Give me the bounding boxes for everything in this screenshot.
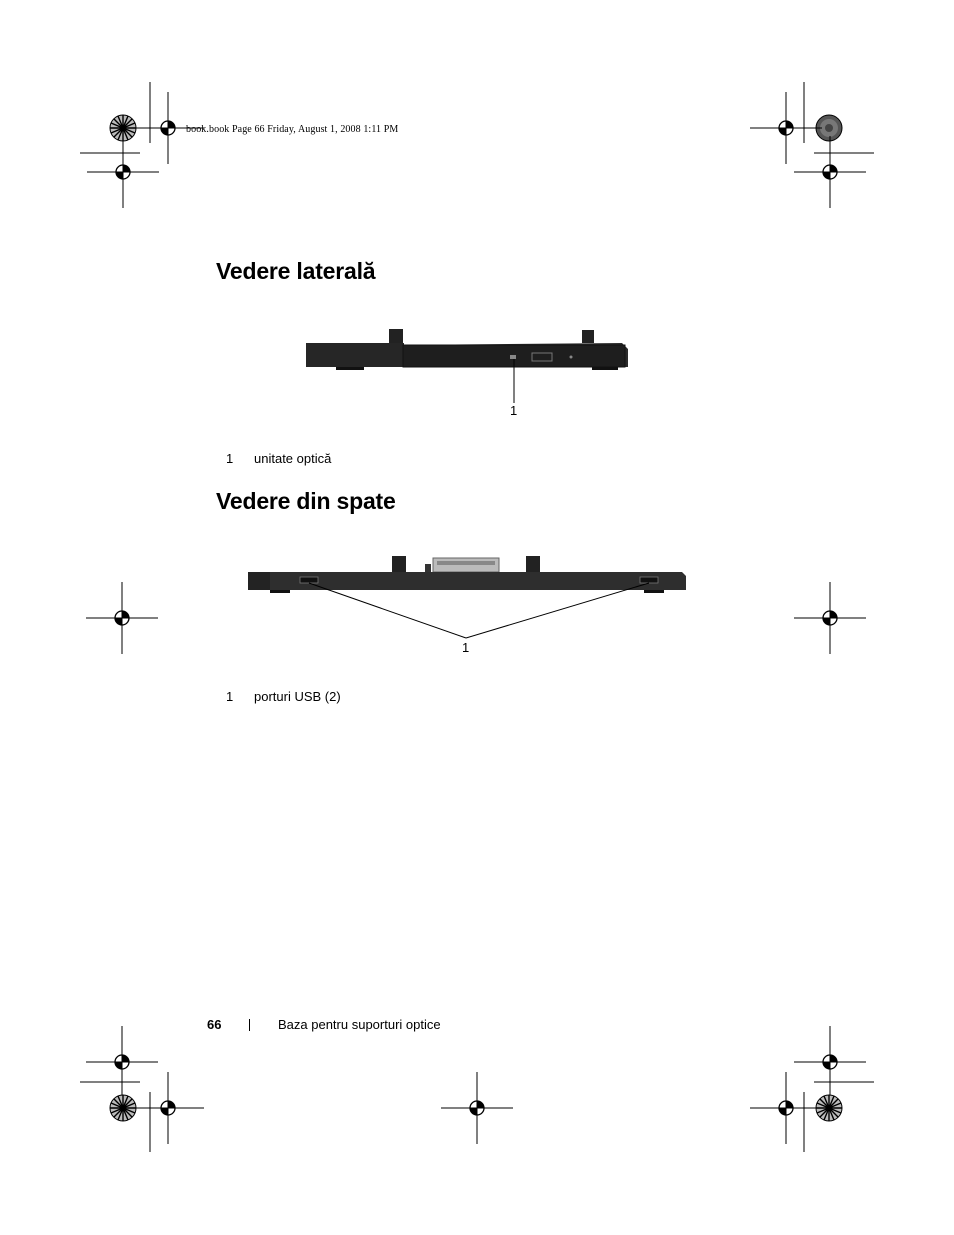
callout-line xyxy=(309,583,466,638)
section-title-side-view: Vedere laterală xyxy=(216,258,376,284)
latch-tab xyxy=(582,330,594,343)
legend-row xyxy=(226,451,526,467)
callout-number: 1 xyxy=(510,403,518,418)
drive-led xyxy=(510,355,516,359)
latch-tab xyxy=(392,556,406,572)
side-view-illustration xyxy=(300,325,640,420)
legend-number: 1 xyxy=(226,689,234,704)
callout-line xyxy=(466,583,649,638)
legend-text: porturi USB (2) xyxy=(254,689,341,704)
footer-separator xyxy=(249,1019,250,1031)
page-number: 66 xyxy=(207,1017,222,1032)
latch-tab xyxy=(389,329,403,343)
legend-number: 1 xyxy=(226,451,234,466)
usb-port xyxy=(640,577,658,583)
legend-row xyxy=(226,689,526,705)
usb-port xyxy=(300,577,318,583)
legend-text: unitate optică xyxy=(254,451,332,466)
print-header: book.book Page 66 Friday, August 1, 2008 1:11 PM xyxy=(186,124,399,135)
section-title-back-view: Vedere din spate xyxy=(216,488,396,514)
back-view-illustration xyxy=(240,550,700,660)
latch-tab xyxy=(526,556,540,572)
footer-chapter-title: Baza pentru suporturi optice xyxy=(278,1017,441,1032)
callout-number: 1 xyxy=(462,640,470,655)
